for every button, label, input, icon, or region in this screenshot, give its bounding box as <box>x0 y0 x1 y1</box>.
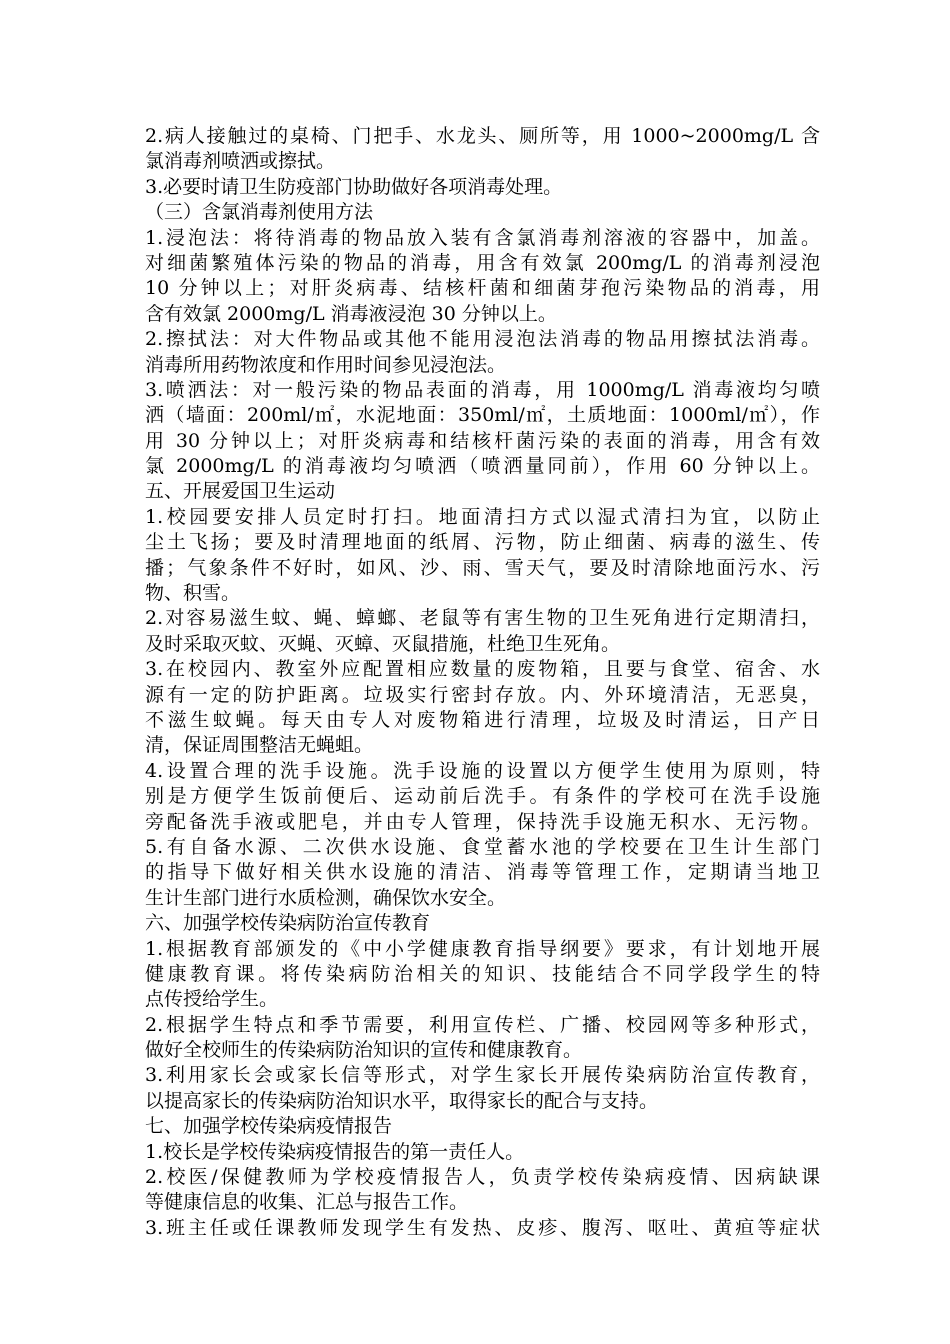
text-line: 3.必要时请卫生防疫部门协助做好各项消毒处理。 <box>145 175 563 198</box>
text-line: 1.浸泡法：将待消毒的物品放入装有含氯消毒剂溶液的容器中，加盖。 <box>145 226 820 249</box>
text-line: 七、加强学校传染病疫情报告 <box>145 1115 393 1138</box>
text-line: 的指导下做好相关供水设施的清洁、消毒等管理工作，定期请当地卫 <box>145 861 820 884</box>
text-line: 5.有自备水源、二次供水设施、食堂蓄水池的学校要在卫生计生部门 <box>145 835 820 858</box>
text-line: 2.校医/保健教师为学校疫情报告人，负责学校传染病疫情、因病缺课 <box>145 1166 820 1189</box>
text-line: 点传授给学生。 <box>145 988 279 1011</box>
text-line: 1.根据教育部颁发的《中小学健康教育指导纲要》要求，有计划地开展 <box>145 937 820 960</box>
text-line: 五、开展爱国卫生运动 <box>145 480 336 503</box>
text-line: 源有一定的防护距离。垃圾实行密封存放。内、外环境清洁，无恶臭， <box>145 683 820 706</box>
document-body <box>145 124 820 1241</box>
text-line: 氯 2000mg/L 的消毒液均匀喷洒（喷洒量同前），作用 60 分钟以上。 <box>145 455 820 478</box>
text-line: 2.对容易滋生蚊、蝇、蟑螂、老鼠等有害生物的卫生死角进行定期清扫， <box>145 607 820 630</box>
text-line: 六、加强学校传染病防治宣传教育 <box>145 912 431 935</box>
text-line: 对细菌繁殖体污染的物品的消毒，用含有效氯 200mg/L 的消毒剂浸泡 <box>145 251 820 274</box>
text-line: 3.班主任或任课教师发现学生有发热、皮疹、腹泻、呕吐、黄疸等症状 <box>145 1216 820 1239</box>
text-line: 用 30 分钟以上；对肝炎病毒和结核杆菌污染的表面的消毒，用含有效 <box>145 429 820 452</box>
text-line: 3.在校园内、教室外应配置相应数量的废物箱，且要与食堂、宿舍、水 <box>145 658 820 681</box>
text-line: 1.校园要安排人员定时打扫。地面清扫方式以湿式清扫为宜，以防止 <box>145 505 820 528</box>
text-line: 及时采取灭蚊、灭蝇、灭蟑、灭鼠措施，杜绝卫生死角。 <box>145 632 621 655</box>
text-line: 氯消毒剂喷洒或擦拭。 <box>145 150 336 173</box>
text-line: （三）含氯消毒剂使用方法 <box>145 201 374 224</box>
text-line: 3.喷洒法：对一般污染的物品表面的消毒，用 1000mg/L 消毒液均匀喷 <box>145 378 820 401</box>
text-line: 播；气象条件不好时，如风、沙、雨、雪天气，要及时清除地面污水、污 <box>145 556 820 579</box>
text-line: 洒（墙面：200ml/㎡，水泥地面：350ml/㎡，土质地面：1000ml/㎡），作 <box>145 404 820 427</box>
text-line: 物、积雪。 <box>145 582 241 605</box>
text-line: 2.病人接触过的桌椅、门把手、水龙头、厕所等，用 1000~2000mg/L 含 <box>145 125 820 147</box>
text-line: 1.校长是学校传染病疫情报告的第一责任人。 <box>145 1140 525 1163</box>
text-line: 4.设置合理的洗手设施。洗手设施的设置以方便学生使用为原则，特 <box>145 759 820 782</box>
text-line: 以提高家长的传染病防治知识水平，取得家长的配合与支持。 <box>145 1089 659 1112</box>
text-line: 做好全校师生的传染病防治知识的宣传和健康教育。 <box>145 1039 583 1062</box>
text-line: 3.利用家长会或家长信等形式，对学生家长开展传染病防治宣传教育， <box>145 1064 820 1087</box>
text-line: 旁配备洗手液或肥皂，并由专人管理，保持洗手设施无积水、无污物。 <box>145 810 820 833</box>
text-line: 不滋生蚊蝇。每天由专人对废物箱进行清理，垃圾及时清运，日产日 <box>145 708 820 731</box>
text-line: 尘土飞扬；要及时清理地面的纸屑、污物，防止细菌、病毒的滋生、传 <box>145 531 820 554</box>
text-line: 2.擦拭法：对大件物品或其他不能用浸泡法消毒的物品用擦拭法消毒。 <box>145 328 820 351</box>
text-line: 别是方便学生饭前便后、运动前后洗手。有条件的学校可在洗手设施 <box>145 785 820 808</box>
text-line: 2.根据学生特点和季节需要，利用宣传栏、广播、校园网等多种形式， <box>145 1013 820 1036</box>
text-line: 10 分钟以上；对肝炎病毒、结核杆菌和细菌芽孢污染物品的消毒，用 <box>145 277 820 300</box>
text-line: 含有效氯 2000mg/L 消毒液浸泡 30 分钟以上。 <box>145 302 557 325</box>
text-line: 清，保证周围整洁无蝇蛆。 <box>145 734 374 757</box>
text-line: 消毒所用药物浓度和作用时间参见浸泡法。 <box>145 353 507 376</box>
text-line: 生计生部门进行水质检测，确保饮水安全。 <box>145 886 507 909</box>
text-line: 健康教育课。将传染病防治相关的知识、技能结合不同学段学生的特 <box>145 962 820 985</box>
text-line: 等健康信息的收集、汇总与报告工作。 <box>145 1191 469 1214</box>
